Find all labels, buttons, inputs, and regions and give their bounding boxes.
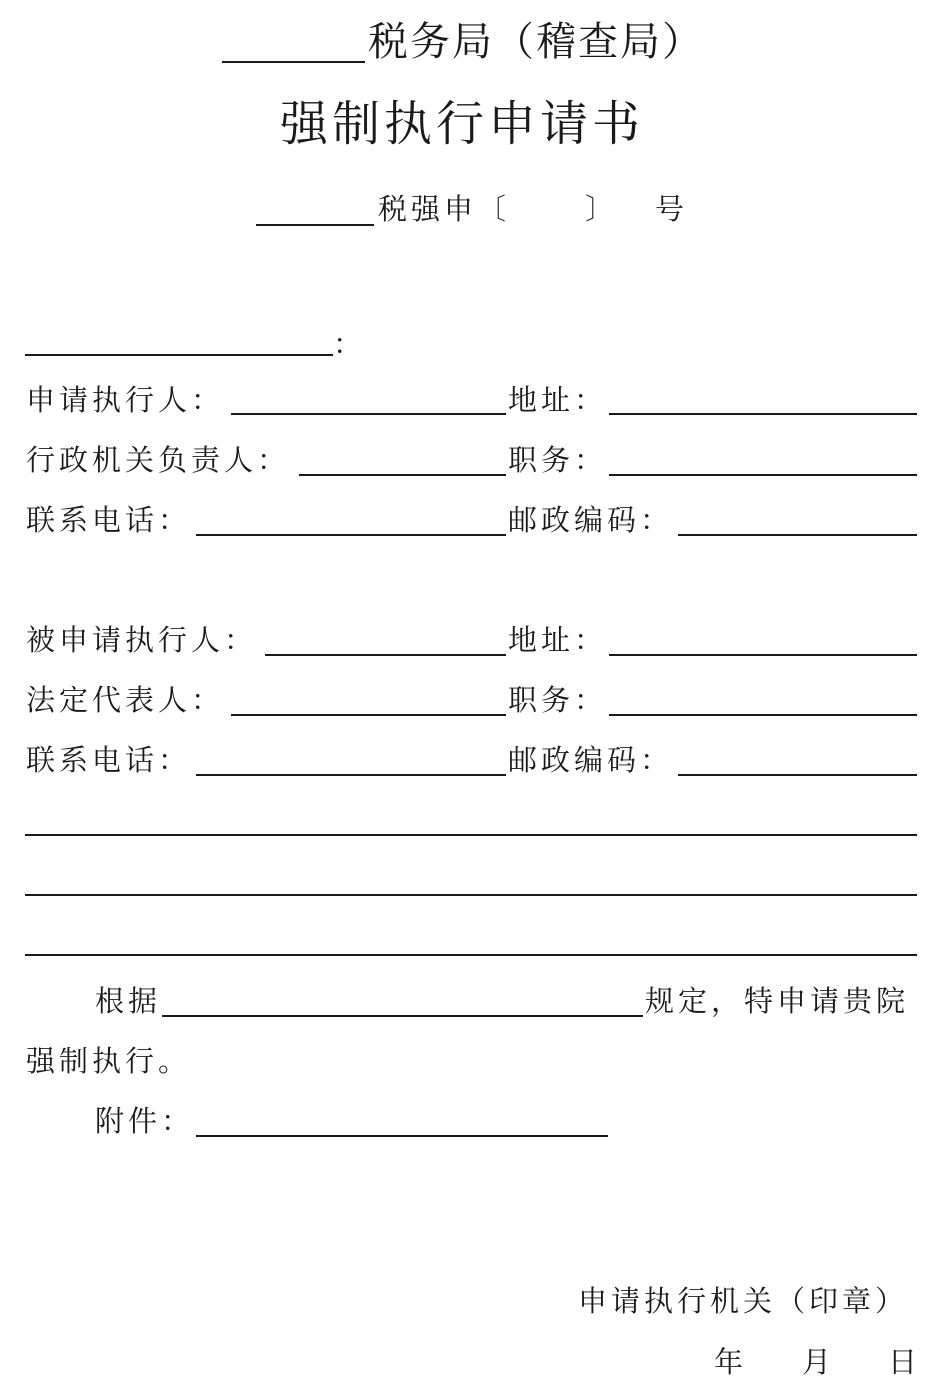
respondent-postcode-field[interactable]: [678, 774, 917, 776]
bureau-suffix: 税务局（稽查局）: [368, 19, 704, 65]
respondent-name-field[interactable]: [265, 654, 506, 656]
recipient-court-blank[interactable]: [25, 354, 333, 356]
content-line-1[interactable]: [25, 834, 917, 836]
basis-law-field[interactable]: [162, 1015, 643, 1017]
doc-number-prefix-blank[interactable]: [256, 224, 374, 226]
date-year: 年: [714, 1345, 748, 1379]
doc-number-suffix: 号: [655, 192, 689, 226]
seal-label: 申请执行机关（印章）: [578, 1284, 909, 1318]
date-day: 日: [888, 1345, 922, 1379]
applicant-address-field[interactable]: [609, 413, 917, 415]
applicant-name-field[interactable]: [231, 413, 506, 415]
respondent-name-label: 被申请执行人：: [26, 623, 258, 657]
basis-suffix: 规定，特申请贵院: [645, 984, 910, 1018]
date-month: 月: [802, 1345, 836, 1379]
respondent-phone-field[interactable]: [196, 774, 506, 776]
respondent-phone-label: 联系电话：: [26, 743, 192, 777]
basis-prefix: 根据: [95, 984, 162, 1018]
applicant-address-label: 地址：: [508, 383, 608, 417]
doc-number-prefix: 税强申〔: [378, 192, 511, 226]
respondent-rep-label: 法定代表人：: [26, 683, 225, 717]
applicant-position-field[interactable]: [609, 474, 917, 476]
respondent-position-label: 职务：: [508, 683, 608, 717]
attachment-label: 附件：: [95, 1104, 195, 1138]
applicant-name-label: 申请执行人：: [26, 383, 225, 417]
respondent-postcode-label: 邮政编码：: [508, 743, 674, 777]
applicant-head-field[interactable]: [299, 474, 506, 476]
content-line-2[interactable]: [25, 894, 917, 896]
respondent-address-label: 地址：: [508, 623, 608, 657]
applicant-phone-field[interactable]: [196, 534, 506, 536]
applicant-position-label: 职务：: [508, 443, 608, 477]
respondent-position-field[interactable]: [609, 714, 917, 716]
respondent-rep-field[interactable]: [231, 714, 506, 716]
basis-continue: 强制执行。: [26, 1044, 192, 1078]
attachment-field[interactable]: [196, 1135, 608, 1137]
applicant-postcode-field[interactable]: [678, 534, 917, 536]
applicant-phone-label: 联系电话：: [26, 503, 192, 537]
doc-number-close-bracket: 〕: [585, 192, 619, 226]
respondent-address-field[interactable]: [609, 654, 917, 656]
applicant-head-label: 行政机关负责人：: [26, 443, 291, 477]
content-line-3[interactable]: [25, 954, 917, 956]
bureau-name-blank[interactable]: [222, 61, 365, 63]
document-title: 强制执行申请书: [280, 96, 645, 152]
recipient-colon: ：: [333, 327, 367, 361]
applicant-postcode-label: 邮政编码：: [508, 503, 674, 537]
